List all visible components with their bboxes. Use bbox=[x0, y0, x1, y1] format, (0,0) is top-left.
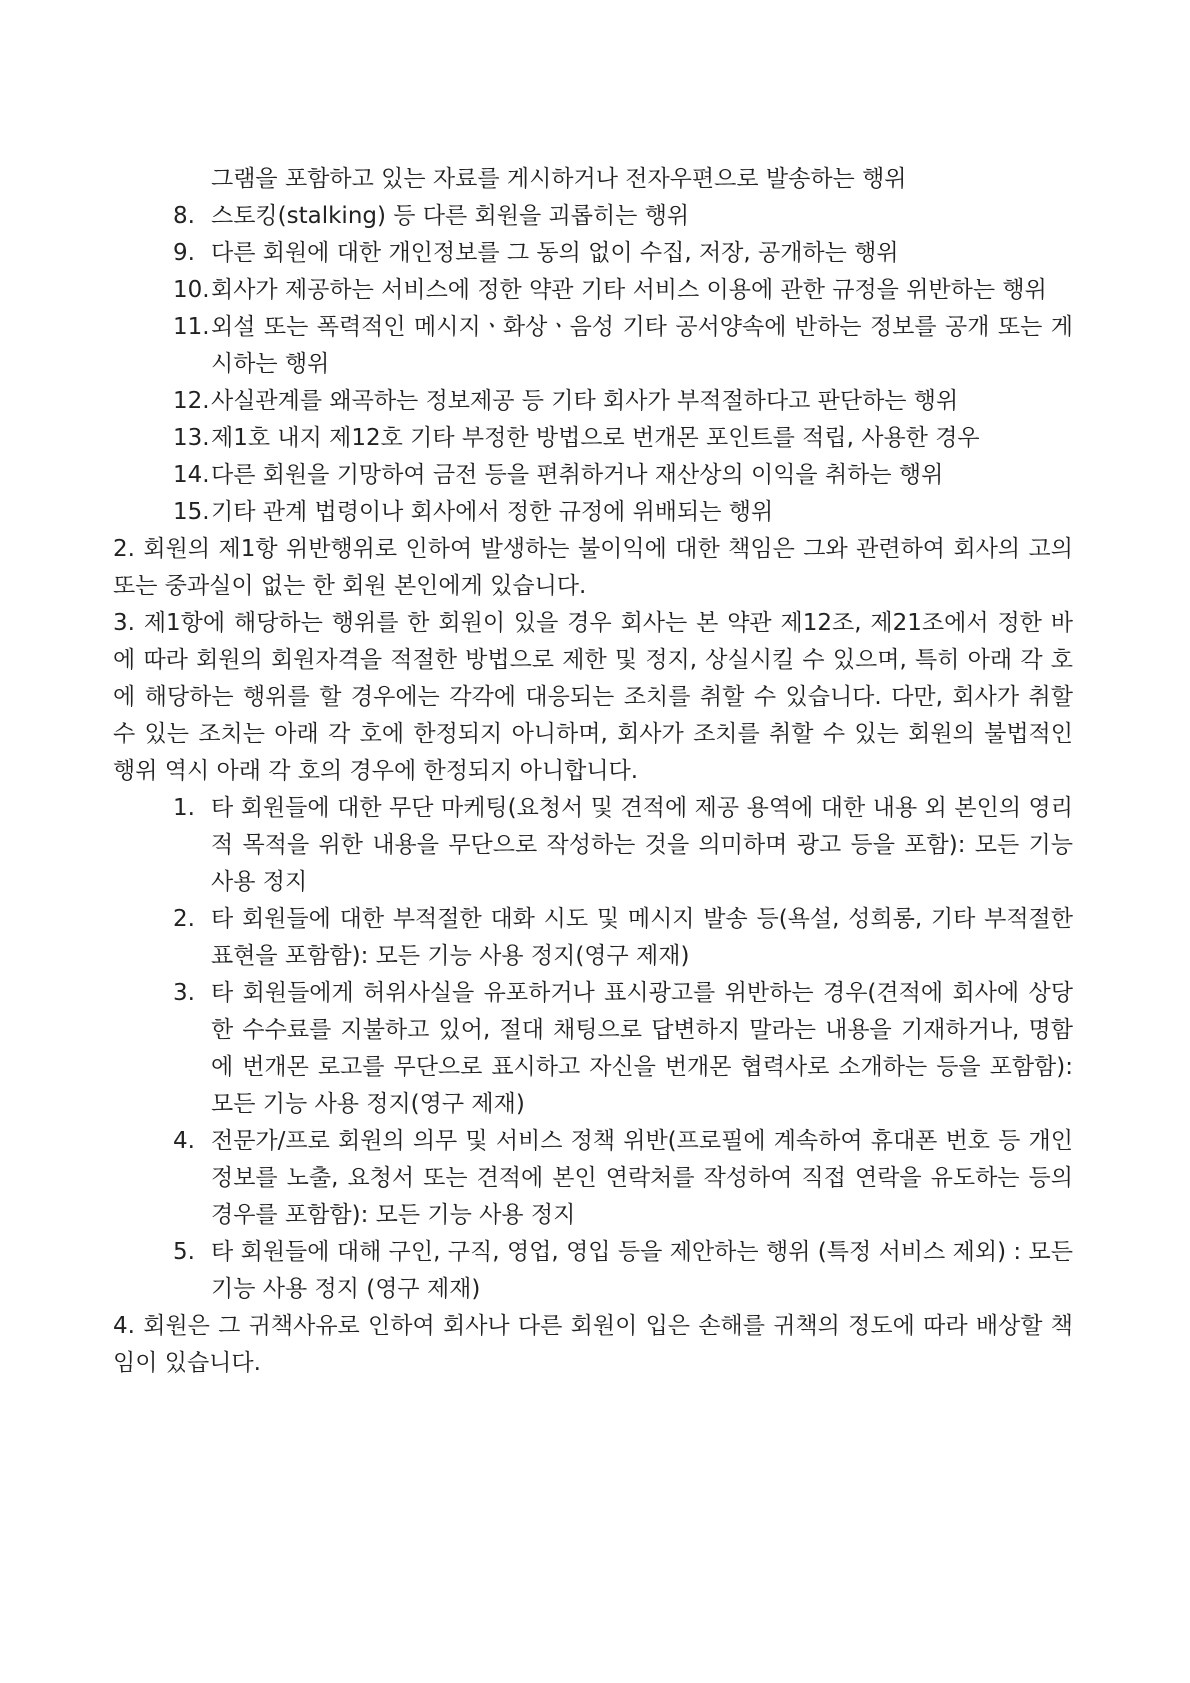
item-text: 다른 회원을 기망하여 금전 등을 편취하거나 재산상의 이익을 취하는 행위 bbox=[211, 462, 944, 488]
list-item bbox=[113, 975, 1073, 1123]
list-item bbox=[113, 235, 1073, 272]
item-number: 3. bbox=[173, 980, 195, 1006]
clause-3: 3. 제1항에 해당하는 행위를 한 회원이 있을 경우 회사는 본 약관 제12조, 제21조에서 정한 바에 따라 회원의 회원자격을 적절한 방법으로 제한 및 정지, 상실시킬 수 있으며, 특히 아래 각 호에 해당하는 행위를 할 경우에는 각각에 대응되는 조치를 취할 수 있습니다. 다만, 회사가 취할 수 있는 조치는 아래 각 호에 한정되지 아니하며, 회사가 조치를 취할 수 있는 회원의 불법적인 행위 역시 아래 각 호의 경우에 한정되지 아니합니다. bbox=[113, 610, 1073, 784]
terms-body bbox=[113, 161, 1073, 1382]
list-item bbox=[113, 901, 1073, 975]
list-item bbox=[113, 1234, 1073, 1308]
sanctions-list bbox=[113, 790, 1073, 1308]
list-item bbox=[113, 309, 1073, 383]
prohibited-acts-list bbox=[113, 198, 1073, 531]
list-item bbox=[113, 272, 1073, 309]
item-number: 4. bbox=[173, 1128, 195, 1154]
clause-4: 4. 회원은 그 귀책사유로 인하여 회사나 다른 회원이 입은 손해를 귀책의 정도에 따라 배상할 책임이 있습니다. bbox=[113, 1313, 1073, 1376]
list-item bbox=[113, 457, 1073, 494]
item-number: 2. bbox=[173, 906, 195, 932]
item-text: 외설 또는 폭력적인 메시지ㆍ화상ㆍ음성 기타 공서양속에 반하는 정보를 공개 또는 게시하는 행위 bbox=[211, 314, 1073, 377]
list-item bbox=[113, 494, 1073, 531]
item-number: 9. bbox=[173, 240, 195, 266]
item-text: 다른 회원에 대한 개인정보를 그 동의 없이 수집, 저장, 공개하는 행위 bbox=[211, 240, 899, 266]
list-item bbox=[113, 420, 1073, 457]
list-item bbox=[113, 383, 1073, 420]
carryover-line: 그램을 포함하고 있는 자료를 게시하거나 전자우편으로 발송하는 행위 bbox=[211, 166, 907, 192]
item-number: 1. bbox=[173, 795, 195, 821]
item-number: 10. bbox=[173, 277, 210, 303]
item-text: 스토킹(stalking) 등 다른 회원을 괴롭히는 행위 bbox=[211, 203, 690, 229]
list-item bbox=[113, 790, 1073, 901]
item-text: 타 회원들에 대한 부적절한 대화 시도 및 메시지 발송 등(욕설, 성희롱, 기타 부적절한 표현을 포함함): 모든 기능 사용 정지(영구 제재) bbox=[211, 906, 1073, 969]
item-number: 15. bbox=[173, 499, 210, 525]
item-text: 타 회원들에 대한 무단 마케팅(요청서 및 견적에 제공 용역에 대한 내용 외 본인의 영리적 목적을 위한 내용을 무단으로 작성하는 것을 의미하며 광고 등을 포함): 모든 기능 사용 정지 bbox=[211, 795, 1073, 895]
item-text: 타 회원들에 대해 구인, 구직, 영업, 영입 등을 제안하는 행위 (특정 서비스 제외) : 모든 기능 사용 정지 (영구 제재) bbox=[211, 1239, 1073, 1302]
item-number: 5. bbox=[173, 1239, 195, 1265]
item-text: 사실관계를 왜곡하는 정보제공 등 기타 회사가 부적절하다고 판단하는 행위 bbox=[211, 388, 959, 414]
item-text: 기타 관계 법령이나 회사에서 정한 규정에 위배되는 행위 bbox=[211, 499, 774, 525]
item-number: 12. bbox=[173, 388, 210, 414]
clause-2: 2. 회원의 제1항 위반행위로 인하여 발생하는 불이익에 대한 책임은 그와 관련하여 회사의 고의 또는 중과실이 없는 한 회원 본인에게 있습니다. bbox=[113, 536, 1073, 599]
item-text: 타 회원들에게 허위사실을 유포하거나 표시광고를 위반하는 경우(견적에 회사에 상당한 수수료를 지불하고 있어, 절대 채팅으로 답변하지 말라는 내용을 기재하거나, 명함에 번개몬 로고를 무단으로 표시하고 자신을 번개몬 협력사로 소개하는 등을 포함함): 모든 기능 사용 정지(영구 제재) bbox=[211, 980, 1073, 1117]
item-number: 8. bbox=[173, 203, 195, 229]
item-text: 회사가 제공하는 서비스에 정한 약관 기타 서비스 이용에 관한 규정을 위반하는 행위 bbox=[211, 277, 1047, 303]
item-number: 14. bbox=[173, 462, 210, 488]
list-item bbox=[113, 198, 1073, 235]
item-text: 제1호 내지 제12호 기타 부정한 방법으로 번개몬 포인트를 적립, 사용한 경우 bbox=[211, 425, 980, 451]
list-item bbox=[113, 1123, 1073, 1234]
item-number: 13. bbox=[173, 425, 210, 451]
item-text: 전문가/프로 회원의 의무 및 서비스 정책 위반(프로필에 계속하여 휴대폰 번호 등 개인정보를 노출, 요청서 또는 견적에 본인 연락처를 작성하여 직접 연락을 유도하는 등의 경우를 포함함): 모든 기능 사용 정지 bbox=[211, 1128, 1073, 1228]
item-number: 11. bbox=[173, 314, 210, 340]
